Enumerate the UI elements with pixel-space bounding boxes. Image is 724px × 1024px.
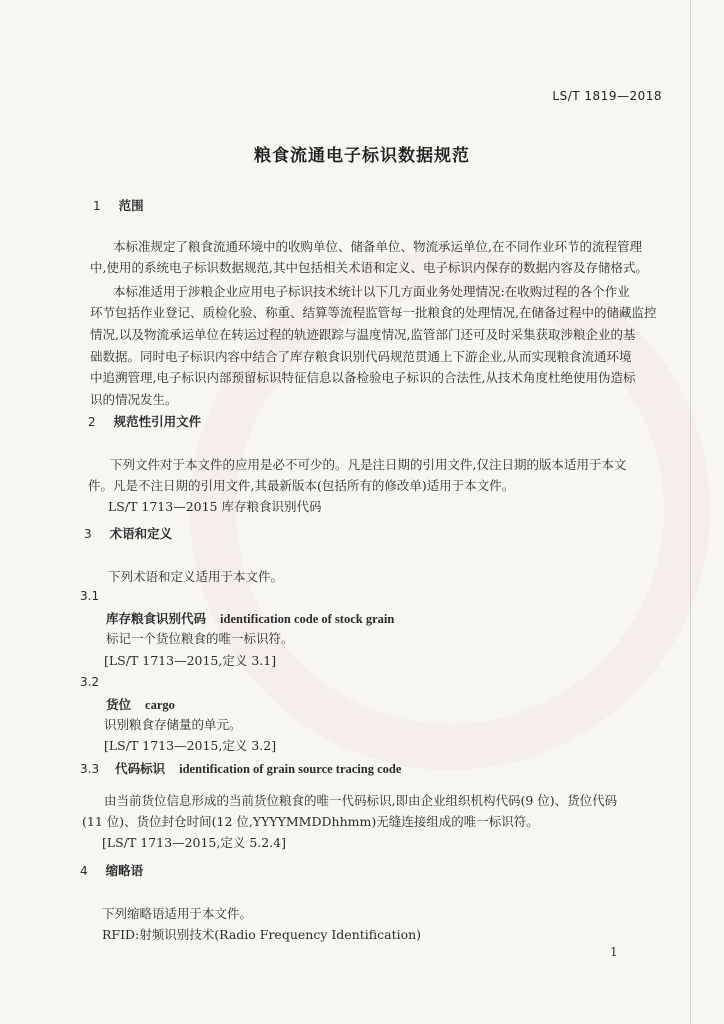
page-number: 1	[610, 945, 618, 959]
abbreviation-item: RFID:射频识别技术(Radio Frequency Identification)	[102, 927, 422, 942]
term-definition: 标记一个货位粮食的唯一标识符。	[106, 631, 294, 646]
term-english: identification of grain source tracing code	[179, 762, 402, 776]
standard-code: LS/T 1819—2018	[552, 89, 662, 103]
section-title: 缩略语	[105, 863, 144, 878]
paragraph-line: 下列文件对于本文件的应用是必不可少的。凡是注日期的引用文件,仅注日期的版本适用于本文	[110, 457, 627, 472]
paragraph-line: 本标准适用于涉粮企业应用电子标识技术统计以下几方面业务处理情况:在收购过程的各个作业	[113, 284, 630, 299]
section-title: 范围	[118, 198, 144, 213]
section-number: 4	[80, 864, 88, 878]
section-number: 3	[84, 527, 92, 541]
term-reference: [LS/T 1713—2015,定义 5.2.4]	[102, 835, 287, 850]
paragraph-line: 识的情况发生。	[90, 392, 178, 407]
paragraph-line: 下列术语和定义适用于本文件。	[108, 569, 284, 584]
term-english: cargo	[145, 698, 175, 712]
section-3-heading	[84, 525, 172, 543]
term-heading	[106, 610, 394, 628]
paragraph-line: 中,使用的系统电子标识数据规范,其中包括相关术语和定义、电子标识内保存的数据内容及存储格式。	[90, 260, 648, 275]
term-heading	[80, 760, 401, 778]
term-number: 3.3	[80, 762, 100, 776]
term-number: 3.1	[80, 589, 100, 603]
section-number: 1	[93, 199, 101, 213]
paragraph-line: 础数据。同时电子标识内容中结合了库存粮食识别代码规范贯通上下游企业,从而实现粮食流通环境	[90, 349, 632, 364]
paragraph-line: 本标准规定了粮食流通环境中的收购单位、储备单位、物流承运单位,在不同作业环节的流程管理	[113, 239, 642, 254]
section-1-heading	[93, 197, 144, 215]
term-definition: 由当前货位信息形成的当前货位粮食的唯一代码标识,即由企业组织机构代码(9 位)、货位代码	[104, 793, 618, 808]
paragraph-line: 环节包括作业登记、质检化验、称重、结算等流程监管每一批粮食的处理情况,在储备过程中的储藏监控	[90, 305, 657, 320]
term-definition: (11 位)、货位封仓时间(12 位,YYYYMMDDhhmm)无缝连接组成的唯一标识符。	[82, 814, 539, 829]
reference-item: LS/T 1713—2015 库存粮食识别代码	[108, 499, 322, 514]
term-definition: 识别粮食存储量的单元。	[104, 717, 242, 732]
term-reference: [LS/T 1713—2015,定义 3.2]	[104, 738, 277, 753]
paragraph-line: 下列缩略语适用于本文件。	[102, 906, 253, 921]
term-number: 3.2	[80, 675, 100, 689]
document-title: 粮食流通电子标识数据规范	[254, 146, 470, 166]
term-heading	[106, 696, 175, 714]
paragraph-line: 中追溯管理,电子标识内部预留标识特征信息以备检验电子标识的合法性,从技术角度杜绝使用伪造标	[90, 370, 636, 385]
section-2-heading	[88, 413, 201, 431]
paragraph-line: 件。凡是不注日期的引用文件,其最新版本(包括所有的修改单)适用于本文件。	[88, 478, 515, 493]
term-reference: [LS/T 1713—2015,定义 3.1]	[104, 653, 277, 668]
section-number: 2	[88, 415, 96, 429]
section-title: 规范性引用文件	[113, 414, 202, 429]
term-chinese: 库存粮食识别代码	[106, 611, 207, 626]
term-chinese: 货位	[106, 697, 132, 712]
section-4-heading	[80, 862, 143, 880]
term-chinese: 代码标识	[115, 761, 166, 776]
paragraph-line: 情况,以及物流承运单位在转运过程的轨迹跟踪与温度情况,监管部门还可及时采集获取涉粮企业的基	[90, 327, 636, 342]
section-title: 术语和定义	[109, 526, 173, 541]
term-english: identification code of stock grain	[220, 612, 395, 626]
